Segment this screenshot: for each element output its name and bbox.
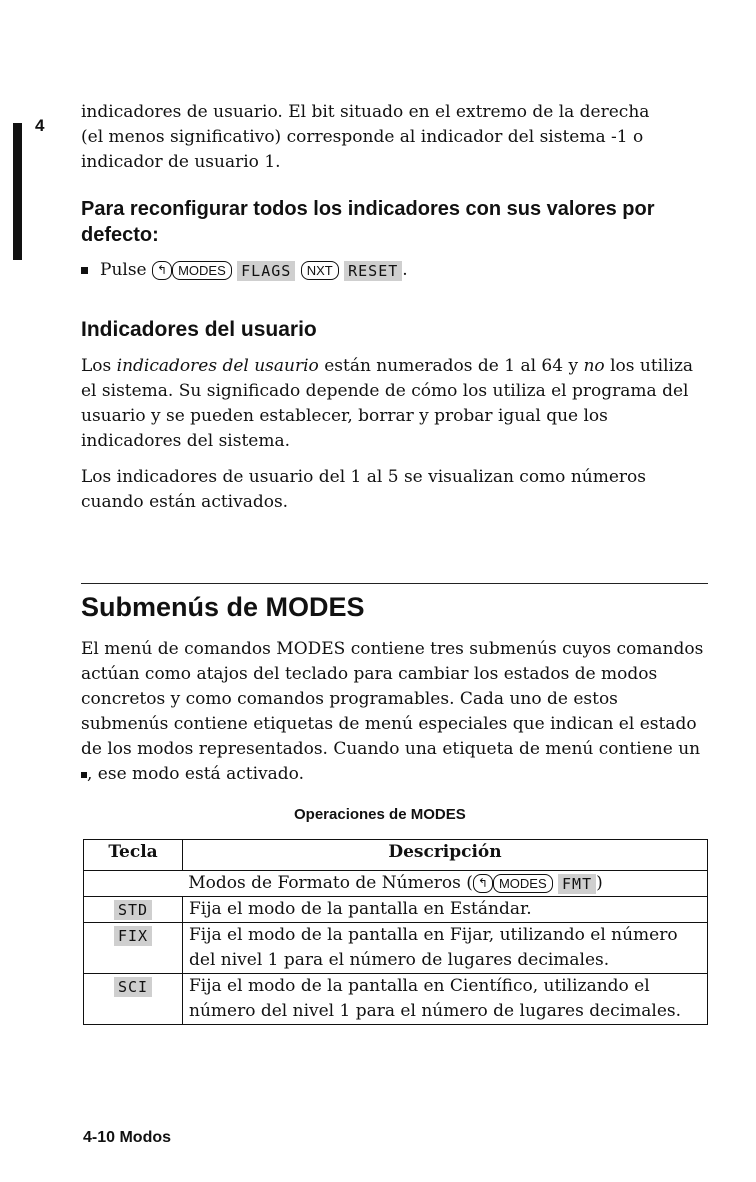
modes-key: MODES (493, 874, 553, 893)
user-flags-paragraph-1 (81, 354, 709, 454)
intro-line: indicador de usuario 1. (81, 152, 281, 172)
chapter-number: 4 (35, 116, 45, 135)
description-cell: Fija el modo de la pantalla en Fijar, utilizando el número del nivel 1 para el número de lugares decimales. (183, 923, 708, 974)
chapter-thumb-tab (13, 123, 22, 260)
modes-operations-table (83, 839, 708, 1025)
flags-softkey: FLAGS (237, 261, 295, 281)
modes-key: MODES (172, 261, 232, 280)
reset-step (81, 258, 709, 283)
key-cell (84, 974, 183, 1025)
reset-softkey: RESET (344, 261, 402, 281)
user-flags-heading: Indicadores del usuario (81, 318, 317, 341)
fix-softkey: FIX (114, 926, 152, 946)
table-header-row (84, 840, 708, 871)
bullet-icon (81, 267, 88, 274)
submenus-heading: Submenús de MODES (81, 592, 365, 622)
header-key: Tecla (84, 840, 183, 871)
fmt-softkey: FMT (558, 874, 596, 894)
table-row (84, 974, 708, 1025)
page-footer: 4-10 Modos (83, 1129, 172, 1146)
header-description: Descripción (183, 840, 708, 871)
left-shift-key: ↰ (473, 874, 493, 893)
submenus-text-end: , ese modo está activado. (87, 764, 304, 784)
nxt-key: NXT (301, 261, 339, 280)
key-cell (84, 923, 183, 974)
para-lead: Los (81, 356, 117, 376)
section-divider (81, 583, 708, 584)
reset-heading: Para reconfigurar todos los indicadores con sus valores por defecto: (81, 198, 655, 246)
intro-line: (el menos significativo) corresponde al indicador del sistema -1 o (81, 127, 644, 147)
table-group-row (84, 871, 708, 897)
submenus-paragraph (81, 637, 709, 787)
group-label-text: Modos de Formato de Números ( (188, 873, 473, 893)
left-shift-key: ↰ (152, 261, 172, 280)
description-cell: Fija el modo de la pantalla en Estándar. (183, 897, 708, 923)
user-flags-paragraph-2: Los indicadores de usuario del 1 al 5 se visualizan como números cuando están activados. (81, 467, 646, 512)
sci-softkey: SCI (114, 977, 152, 997)
para-mid: están numerados de 1 al 64 y (318, 356, 584, 376)
table-row (84, 897, 708, 923)
reset-prefix: Pulse (100, 260, 147, 280)
group-close: ) (596, 873, 603, 893)
key-cell (84, 897, 183, 923)
intro-paragraph (81, 100, 709, 175)
para-italic-no: no (583, 356, 605, 376)
submenus-text: El menú de comandos MODES contiene tres submenús cuyos comandos actúan como atajos del teclado para cambiar los estados de modos concretos y como comandos programables. Cada uno de estos submenús contiene etiquetas de menú especiales que indican el estado de los modos representados. Cuando una etiqueta de menú contiene un (81, 639, 704, 759)
table-row (84, 923, 708, 974)
para-italic-term: indicadores del usaurio (116, 356, 319, 376)
intro-line: indicadores de usuario. El bit situado en el extremo de la derecha (81, 102, 650, 122)
group-label (84, 871, 708, 897)
description-cell: Fija el modo de la pantalla en Científico, utilizando el número del nivel 1 para el número de lugares decimales. (183, 974, 708, 1025)
std-softkey: STD (114, 900, 152, 920)
table-caption: Operaciones de MODES (294, 806, 466, 823)
para-rest: los utiliza el sistema. Su significado depende de cómo los utiliza el programa del usuario y se pueden establecer, borrar y probar igual que los indicadores del sistema. (81, 356, 694, 451)
reset-suffix: . (402, 260, 408, 280)
